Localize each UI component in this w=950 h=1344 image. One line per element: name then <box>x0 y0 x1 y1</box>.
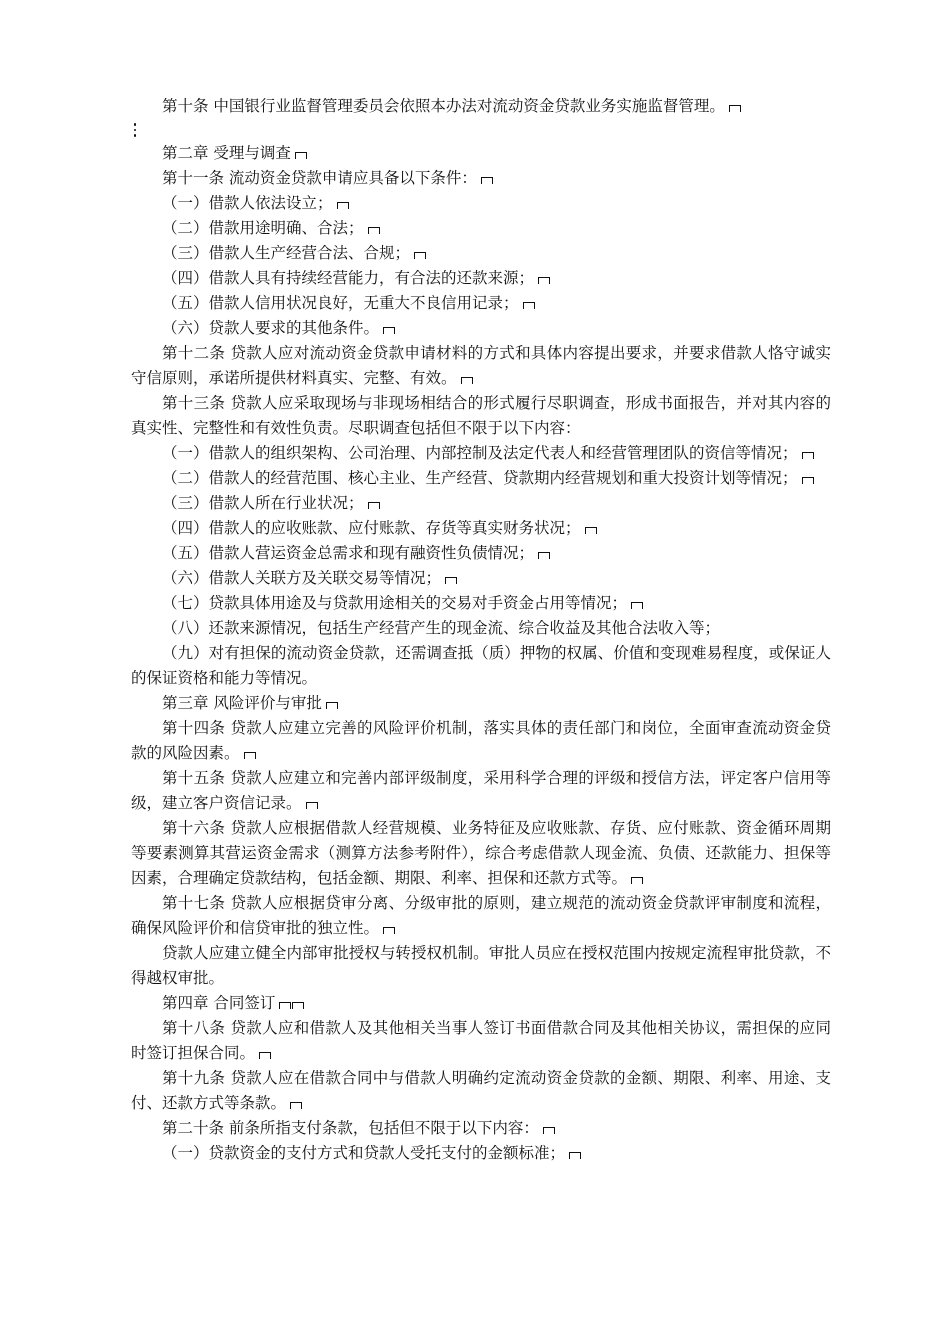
paragraph-mark-icon <box>383 327 395 334</box>
paragraph-mark-icon <box>326 702 338 709</box>
paragraph-text: 第三章 风险评价与审批 <box>162 694 322 712</box>
paragraph-text: 第十七条 贷款人应根据贷审分离、分级审批的原则，建立规范的流动资金贷款评审制度和流程，确保风险评价和信贷审批的独立性。 <box>131 894 831 937</box>
document-paragraph <box>131 516 831 541</box>
document-paragraph <box>131 391 831 441</box>
paragraph-mark-icon <box>631 877 643 884</box>
paragraph-text: 第十六条 贷款人应根据借款人经营规模、业务特征及应收账款、存货、应付账款、资金循环周期等要素测算其营运资金需求（测算方法参考附件），综合考虑借款人现金流、负债、还款能力、担保等因素，合理确定贷款结构，包括金额、期限、利率、担保和还款方式等。 <box>131 819 831 887</box>
document-paragraph <box>131 616 831 641</box>
paragraph-mark-icon <box>368 502 380 509</box>
document-paragraph <box>131 291 831 316</box>
paragraph-mark-icon <box>802 452 814 459</box>
document-paragraph <box>131 1116 831 1141</box>
document-paragraph <box>131 94 831 119</box>
paragraph-text: （一）借款人的组织架构、公司治理、内部控制及法定代表人和经营管理团队的资信等情况； <box>162 444 798 462</box>
paragraph-text: （二）借款人的经营范围、核心主业、生产经营、贷款期内经营规划和重大投资计划等情况； <box>162 469 798 487</box>
paragraph-mark-icon <box>538 552 550 559</box>
paragraph-text: 第二十条 前条所指支付条款，包括但不限于以下内容： <box>162 1119 539 1137</box>
paragraph-mark-icon <box>481 177 493 184</box>
paragraph-mark-icon <box>585 527 597 534</box>
document-paragraph <box>131 191 831 216</box>
document-paragraph <box>131 216 831 241</box>
document-paragraph <box>131 691 831 716</box>
paragraph-mark-icon <box>244 752 256 759</box>
document-paragraph <box>131 266 831 291</box>
paragraph-text: （六）贷款人要求的其他条件。 <box>162 319 380 337</box>
document-page <box>131 94 831 1166</box>
paragraph-text: 第二章 受理与调查 <box>162 144 291 162</box>
document-paragraph <box>131 891 831 941</box>
paragraph-text: （三）借款人所在行业状况； <box>162 494 364 512</box>
paragraph-text: 第十三条 贷款人应采取现场与非现场相结合的形式履行尽职调查，形成书面报告，并对其内容的真实性、完整性和有效性负责。尽职调查包括但不限于以下内容： <box>131 394 831 437</box>
paragraph-text: 第十一条 流动资金贷款申请应具备以下条件： <box>162 169 477 187</box>
paragraph-mark-icon <box>802 477 814 484</box>
paragraph-text: 第十二条 贷款人应对流动资金贷款申请材料的方式和具体内容提出要求，并要求借款人恪守诚实守信原则，承诺所提供材料真实、完整、有效。 <box>131 344 831 387</box>
document-paragraph <box>131 441 831 466</box>
paragraph-text: （一）贷款资金的支付方式和贷款人受托支付的金额标准； <box>162 1144 566 1162</box>
paragraph-mark-icon <box>295 152 307 159</box>
document-paragraph <box>131 316 831 341</box>
document-paragraph <box>131 1066 831 1116</box>
vertical-ellipsis-icon <box>131 119 139 141</box>
paragraph-text: 第十五条 贷款人应建立和完善内部评级制度，采用科学合理的评级和授信方法，评定客户信用等级，建立客户资信记录。 <box>131 769 831 812</box>
paragraph-text: （七）贷款具体用途及与贷款用途相关的交易对手资金占用等情况； <box>162 594 628 612</box>
document-paragraph <box>131 466 831 491</box>
paragraph-mark-icon <box>538 277 550 284</box>
paragraph-mark-icon <box>337 202 349 209</box>
paragraph-text: （六）借款人关联方及关联交易等情况； <box>162 569 442 587</box>
paragraph-mark-icon <box>729 105 741 112</box>
document-paragraph <box>131 941 831 991</box>
document-paragraph <box>131 341 831 391</box>
paragraph-mark-icon <box>569 1152 581 1159</box>
document-paragraph <box>131 541 831 566</box>
paragraph-mark-icon <box>461 377 473 384</box>
paragraph-mark-icon <box>259 1052 271 1059</box>
paragraph-text: （二）借款用途明确、合法； <box>162 219 364 237</box>
document-paragraph <box>131 816 831 891</box>
paragraph-mark-icon <box>383 927 395 934</box>
document-paragraph <box>131 1141 831 1166</box>
paragraph-mark-icon <box>306 802 318 809</box>
paragraph-text: 第十条 中国银行业监督管理委员会依照本办法对流动资金贷款业务实施监督管理。 <box>162 97 725 115</box>
document-paragraph <box>131 566 831 591</box>
document-paragraph <box>131 491 831 516</box>
document-paragraph <box>131 716 831 766</box>
paragraph-text: （五）借款人信用状况良好，无重大不良信用记录； <box>162 294 519 312</box>
document-paragraph <box>131 166 831 191</box>
document-paragraph <box>131 241 831 266</box>
paragraph-text: 贷款人应建立健全内部审批授权与转授权机制。审批人员应在授权范围内按规定流程审批贷款，不得越权审批。 <box>131 944 831 987</box>
paragraph-mark-icon <box>543 1127 555 1134</box>
document-paragraph <box>131 141 831 166</box>
document-paragraph <box>131 591 831 616</box>
document-paragraph <box>131 991 831 1016</box>
paragraph-text: 第四章 合同签订 <box>162 994 276 1012</box>
paragraph-mark-icon <box>279 1002 291 1009</box>
paragraph-text: （八）还款来源情况，包括生产经营产生的现金流、综合收益及其他合法收入等； <box>162 619 721 637</box>
paragraph-text: （三）借款人生产经营合法、合规； <box>162 244 411 262</box>
paragraph-mark-icon <box>292 1002 304 1009</box>
paragraph-mark-icon <box>523 302 535 309</box>
paragraph-mark-icon <box>445 577 457 584</box>
paragraph-text: 第十四条 贷款人应建立完善的风险评价机制，落实具体的责任部门和岗位，全面审查流动资金贷款的风险因素。 <box>131 719 831 762</box>
paragraph-text: （九）对有担保的流动资金贷款，还需调查抵（质）押物的权属、价值和变现难易程度，或保证人的保证资格和能力等情况。 <box>131 644 831 687</box>
paragraph-text: 第十九条 贷款人应在借款合同中与借款人明确约定流动资金贷款的金额、期限、利率、用途、支付、还款方式等条款。 <box>131 1069 831 1112</box>
paragraph-text: （四）借款人的应收账款、应付账款、存货等真实财务状况； <box>162 519 581 537</box>
paragraph-text: （四）借款人具有持续经营能力，有合法的还款来源； <box>162 269 535 287</box>
document-paragraph <box>131 641 831 691</box>
paragraph-text: （一）借款人依法设立； <box>162 194 333 212</box>
document-paragraph <box>131 766 831 816</box>
paragraph-mark-icon <box>368 227 380 234</box>
paragraph-mark-icon <box>414 252 426 259</box>
paragraph-mark-icon <box>290 1102 302 1109</box>
document-paragraph <box>131 1016 831 1066</box>
paragraph-text: （五）借款人营运资金总需求和现有融资性负债情况； <box>162 544 535 562</box>
paragraph-mark-icon <box>631 602 643 609</box>
paragraph-text: 第十八条 贷款人应和借款人及其他相关当事人签订书面借款合同及其他相关协议，需担保的应同时签订担保合同。 <box>131 1019 831 1062</box>
